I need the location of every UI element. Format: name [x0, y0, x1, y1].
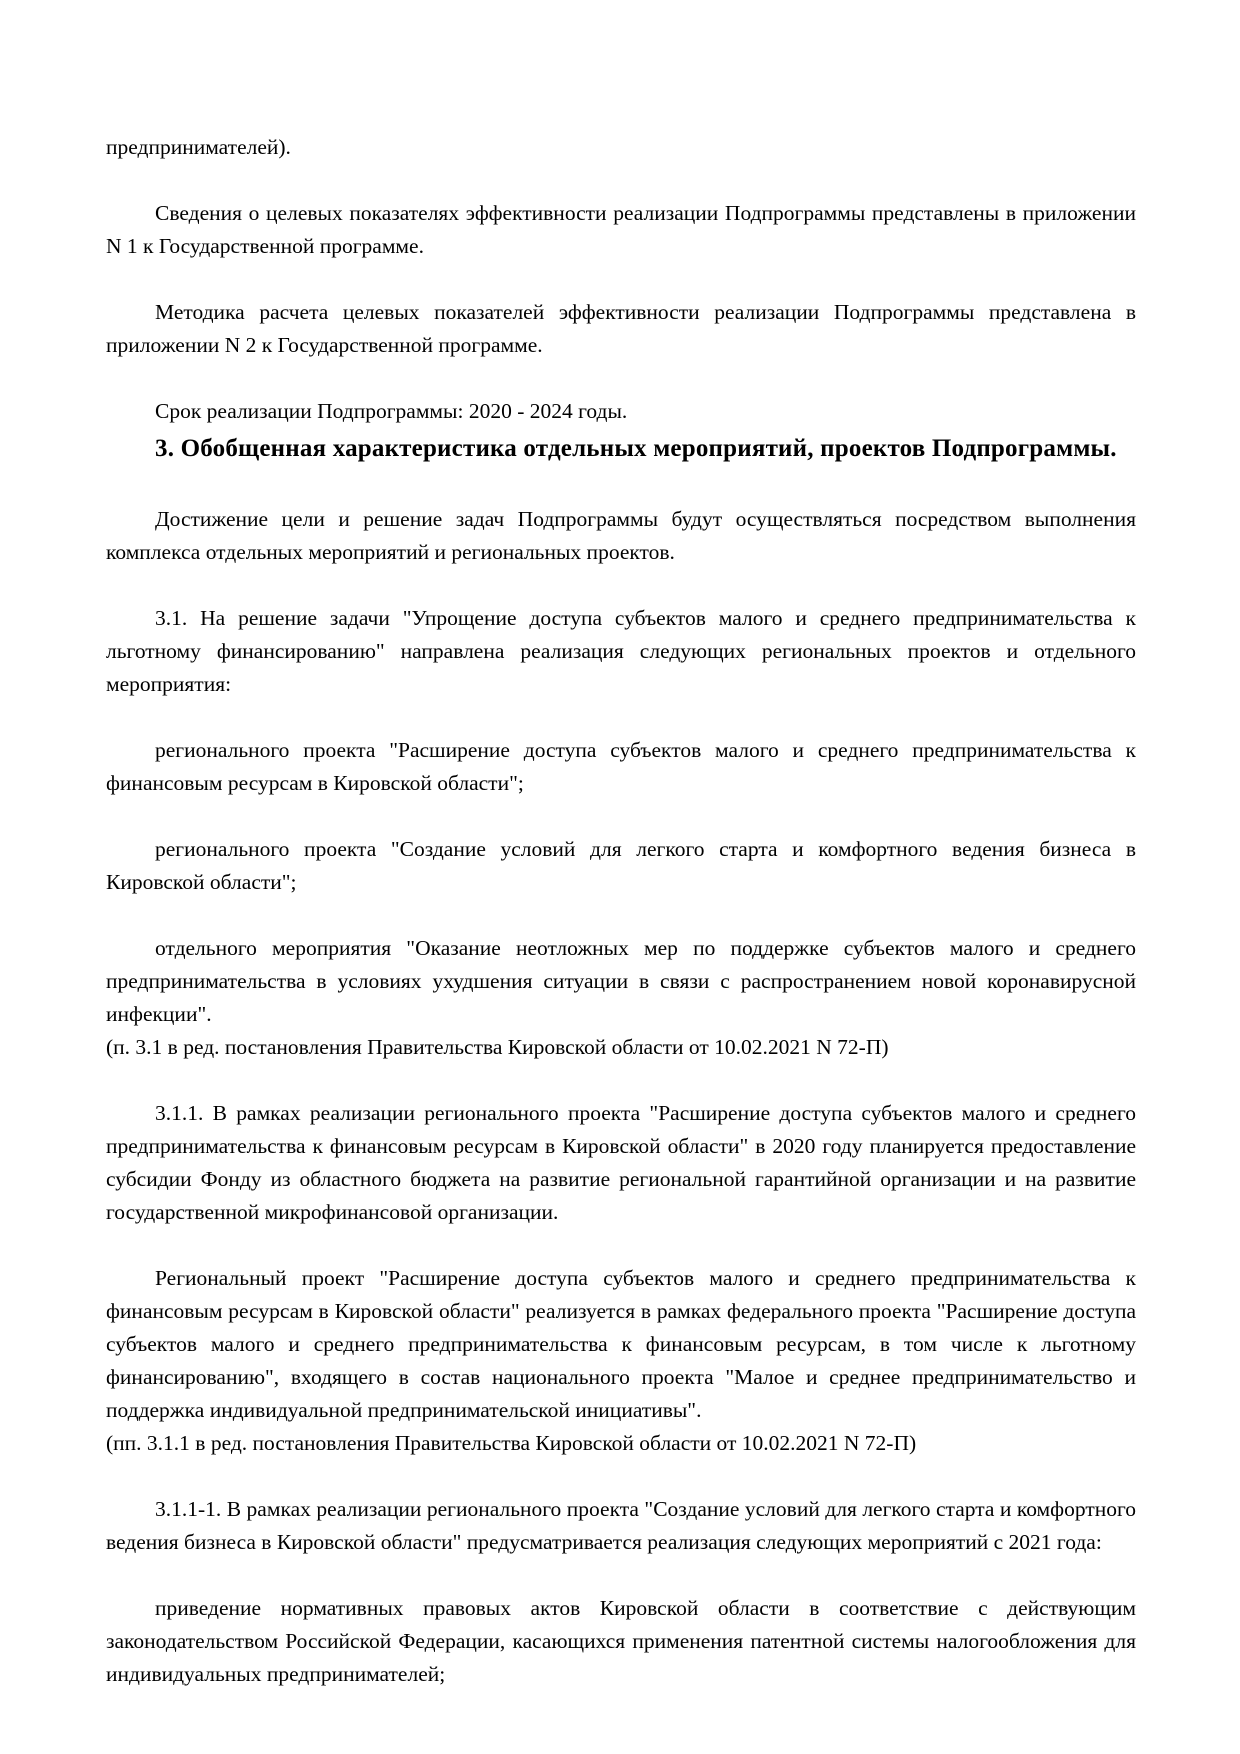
paragraph-3-1-1: 3.1.1. В рамках реализации регионального проекта "Расширение доступа субъектов малого и среднего предпринимательства к финансовым ресурсам в Кировской области" в 2020 году планируется предоставление субсидии Фонду из областного бюджета на развитие региональной гарантийной организации и на развитие государственной микрофинансовой организации.: [106, 1101, 1136, 1224]
paragraph-meropriyatie-okazanie: отдельного мероприятия "Оказание неотложных мер по поддержке субъектов малого и среднего предпринимательства в условиях ухудшения ситуации в связи с распространением новой коронавирусной инфекции".: [106, 936, 1136, 1026]
paragraph-metodika: Методика расчета целевых показателей эффективности реализации Подпрограммы представлена в приложении N 2 к Государственной программе.: [106, 300, 1136, 357]
paragraph-privedenie-aktov: приведение нормативных правовых актов Кировской области в соответствие с действующим законодательством Российской Федерации, касающихся применения патентной системы налогообложения для индивидуальных предпринимателей;: [106, 1596, 1136, 1686]
amendment-note-3-1-1: (пп. 3.1.1 в ред. постановления Правительства Кировской области от 10.02.2021 N 72-П): [106, 1431, 917, 1455]
paragraph-continuation: предпринимателей).: [106, 135, 291, 159]
section-heading-3: 3. Обобщенная характеристика отдельных мероприятий, проектов Подпрограммы.: [155, 435, 1117, 462]
paragraph-dostizhenie: Достижение цели и решение задач Подпрограммы будут осуществляться посредством выполнения комплекса отдельных мероприятий и региональных проектов.: [106, 507, 1136, 564]
paragraph-svedeniya: Сведения о целевых показателях эффективности реализации Подпрограммы представлены в приложении N 1 к Государственной программе.: [106, 201, 1136, 258]
paragraph-project-rasshirenie: регионального проекта "Расширение доступа субъектов малого и среднего предпринимательства к финансовым ресурсам в Кировской области";: [106, 738, 1136, 795]
paragraph-regionalny-proekt: Региональный проект "Расширение доступа субъектов малого и среднего предпринимательства к финансовым ресурсам в Кировской области" реализуется в рамках федерального проекта "Расширение доступа субъектов малого и среднего предпринимательства к финансовым ресурсам, в том числе к льготному финансированию", входящего в состав национального проекта "Малое и среднее предпринимательство и поддержка индивидуальной предпринимательской инициативы".: [106, 1266, 1136, 1422]
paragraph-3-1: 3.1. На решение задачи "Упрощение доступа субъектов малого и среднего предпринимательства к льготному финансированию" направлена реализация следующих региональных проектов и отдельного мероприятия:: [106, 606, 1136, 696]
paragraph-project-sozdanie: регионального проекта "Создание условий для легкого старта и комфортного ведения бизнеса в Кировской области";: [106, 837, 1136, 894]
paragraph-srok-realizacii: Срок реализации Подпрограммы: 2020 - 2024 годы.: [155, 399, 628, 423]
paragraph-3-1-1-1: 3.1.1-1. В рамках реализации регионального проекта "Создание условий для легкого старта и комфортного ведения бизнеса в Кировской области" предусматривается реализация следующих мероприятий с 2021 года:: [106, 1497, 1136, 1554]
amendment-note-3-1: (п. 3.1 в ред. постановления Правительства Кировской области от 10.02.2021 N 72-П): [106, 1035, 889, 1059]
